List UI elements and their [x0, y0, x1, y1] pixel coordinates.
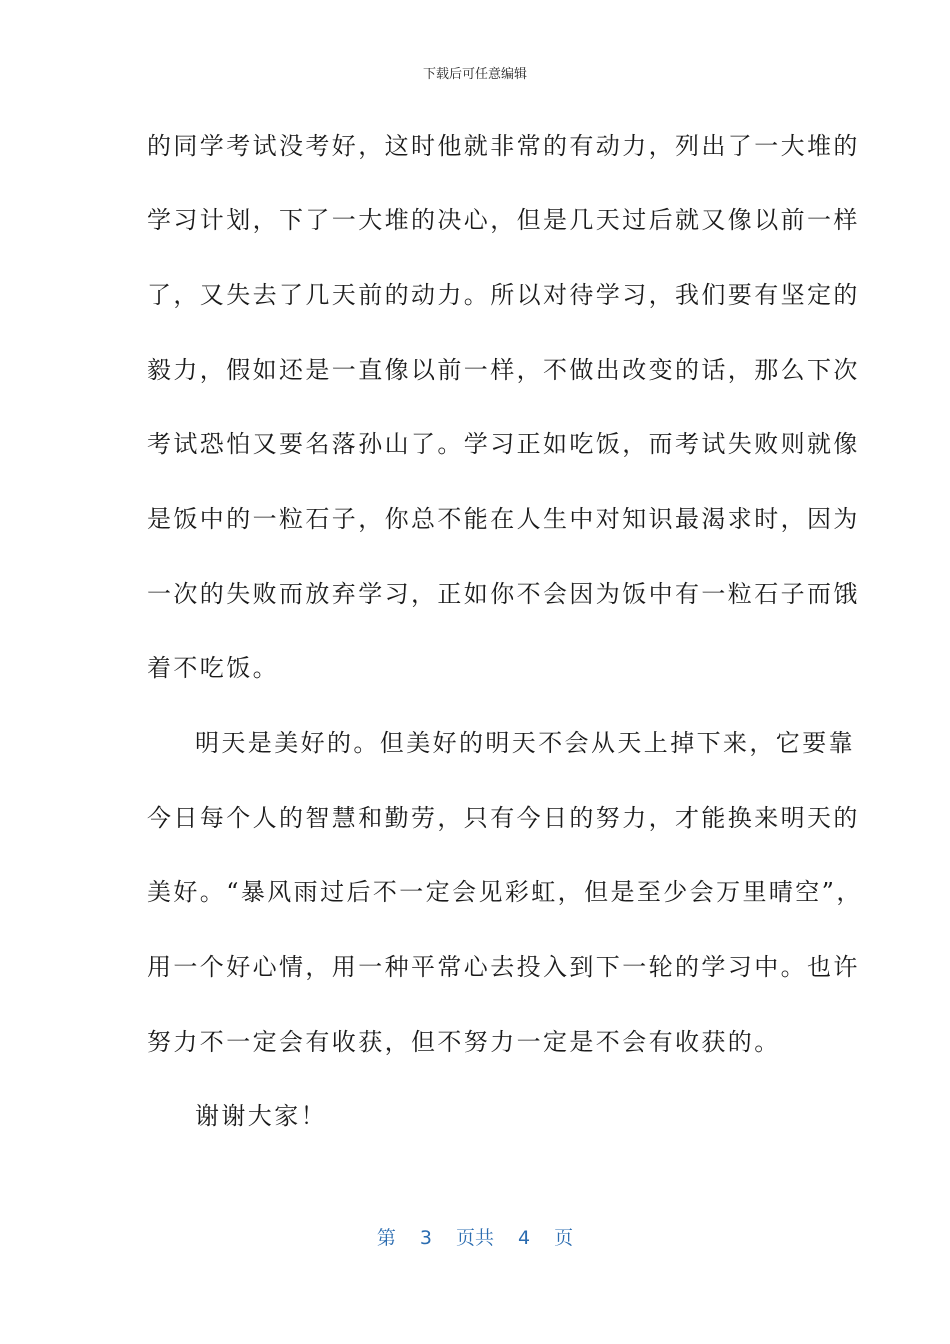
- paragraph-1-line-5: 考试恐怕又要名落孙山了。学习正如吃饭，而考试失败则就像: [147, 430, 860, 458]
- paragraph-2-line-2: 今日每个人的智慧和勤劳，只有今日的努力，才能换来明天的: [147, 804, 860, 832]
- paragraph-1-line-4: 毅力，假如还是一直像以前一样，不做出改变的话，那么下次: [147, 356, 860, 384]
- paragraph-3-line-1: 谢谢大家！: [195, 1102, 327, 1130]
- paragraph-1-line-8: 着不吃饭。: [147, 654, 279, 682]
- paragraph-1-line-1: 的同学考试没考好，这时他就非常的有动力，列出了一大堆的: [147, 132, 860, 160]
- footer-middle: 页共: [455, 1227, 494, 1249]
- paragraph-2-line-1: 明天是美好的。但美好的明天不会从天上掉下来，它要靠: [195, 729, 855, 757]
- paragraph-1-line-7: 一次的失败而放弃学习，正如你不会因为饭中有一粒石子而饿: [147, 580, 860, 608]
- page-header: 下载后可任意编辑: [422, 67, 527, 82]
- paragraph-1-line-2: 学习计划，下了一大堆的决心，但是几天过后就又像以前一样: [147, 206, 860, 234]
- paragraph-2-line-4: 用一个好心情，用一种平常心去投入到下一轮的学习中。也许: [147, 953, 860, 981]
- footer-prefix: 第: [376, 1227, 396, 1249]
- page-footer: [0, 1226, 950, 1250]
- paragraph-2-line-5: 努力不一定会有收获，但不努力一定是不会有收获的。: [147, 1028, 781, 1056]
- footer-total-pages: 4: [518, 1227, 531, 1249]
- footer-suffix: 页: [554, 1227, 574, 1249]
- footer-page-number: 3: [419, 1227, 432, 1249]
- paragraph-2-line-3: 美好。“暴风雨过后不一定会见彩虹，但是至少会万里晴空”，: [147, 878, 863, 906]
- paragraph-1-line-6: 是饭中的一粒石子，你总不能在人生中对知识最渴求时，因为: [147, 505, 860, 533]
- paragraph-1-line-3: 了，又失去了几天前的动力。所以对待学习，我们要有坚定的: [147, 281, 860, 309]
